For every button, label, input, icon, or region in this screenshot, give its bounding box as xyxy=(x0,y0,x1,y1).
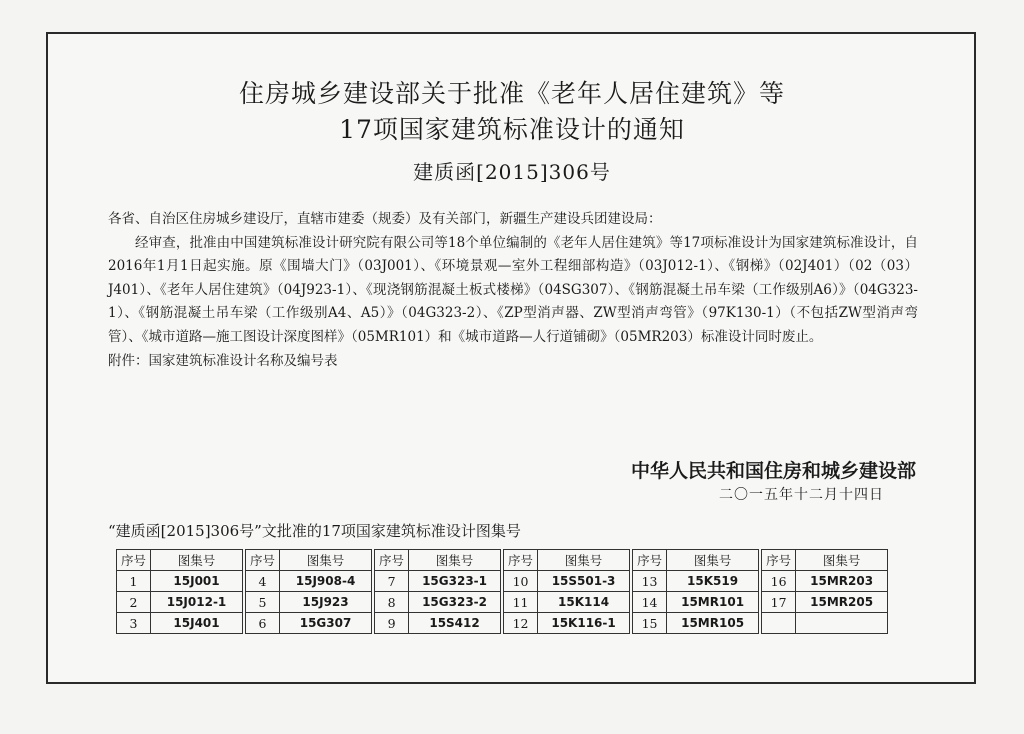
atlas-code-cell: 15J908-4 xyxy=(280,571,372,592)
seq-cell: 2 xyxy=(117,592,151,613)
seq-cell: 9 xyxy=(375,613,409,634)
table-caption: “建质函[2015]306号”文批准的17项国家建筑标准设计图集号 xyxy=(108,522,521,540)
notice-title-line-1: 住房城乡建设部关于批准《老年人居住建筑》等 xyxy=(238,79,785,108)
issue-date: 二〇一五年十二月十四日 xyxy=(719,487,884,503)
atlas-code-cell: 15G307 xyxy=(280,613,372,634)
seq-cell: 5 xyxy=(246,592,280,613)
notice-body xyxy=(108,208,918,373)
seq-cell: 17 xyxy=(762,592,796,613)
seq-cell: 12 xyxy=(504,613,538,634)
atlas-code-cell: 15MR101 xyxy=(667,592,759,613)
atlas-code-cell: 15K114 xyxy=(538,592,630,613)
table-row xyxy=(117,571,888,592)
seq-cell: 6 xyxy=(246,613,280,634)
table-row xyxy=(117,613,888,634)
atlas-code-cell: 15MR205 xyxy=(796,592,888,613)
header-seq: 序号 xyxy=(117,550,151,571)
seq-cell: 16 xyxy=(762,571,796,592)
atlas-code-cell: 15K116-1 xyxy=(538,613,630,634)
seq-cell: 10 xyxy=(504,571,538,592)
seq-cell: 15 xyxy=(633,613,667,634)
addressee: 各省、自治区住房城乡建设厅，直辖市建委（规委）及有关部门，新疆生产建设兵团建设局： xyxy=(108,211,662,227)
document-number: 建质函[2015]306号 xyxy=(413,160,611,184)
atlas-code-cell: 15G323-2 xyxy=(409,592,501,613)
seq-cell: 7 xyxy=(375,571,409,592)
header-seq: 序号 xyxy=(633,550,667,571)
header-seq: 序号 xyxy=(504,550,538,571)
table-header-row xyxy=(117,550,888,571)
atlas-number-table xyxy=(116,549,888,634)
seq-cell: 3 xyxy=(117,613,151,634)
header-code: 图集号 xyxy=(538,550,630,571)
atlas-code-cell: 15MR105 xyxy=(667,613,759,634)
seq-cell: 1 xyxy=(117,571,151,592)
issuing-authority: 中华人民共和国住房和城乡建设部 xyxy=(630,460,916,482)
atlas-code-cell: 15MR203 xyxy=(796,571,888,592)
main-paragraph: 经审查，批准由中国建筑标准设计研究院有限公司等18个单位编制的《老年人居住建筑》等17项标准设计为国家建筑标准设计，自2016年1月1日起实施。原《围墙大门》（03J001）、《环境景观—室外工程细部构造》（03J012-1）、《钢梯》（02J401）（02（03）J401）、《老年人居住建筑》（04J923-1）、《现浇钢筋混凝土板式楼梯》（04SG307）、《钢筋混凝土吊车梁（工作级别A6）》（04G323-1）、《钢筋混凝土吊车梁（工作级别A4、A5）》（04G323-2）、《ZP型消声器、ZW型消声弯管》（97K130-1）（不包括ZW型消声弯管）、《城市道路—施工图设计深度图样》（05MR101）和《城市道路—人行道铺砌》（05MR203）标准设计同时废止。 xyxy=(108,234,918,345)
atlas-code-cell: 15J401 xyxy=(151,613,243,634)
seq-cell xyxy=(762,613,796,634)
atlas-code-cell: 15J923 xyxy=(280,592,372,613)
atlas-code-cell: 15S412 xyxy=(409,613,501,634)
table-row xyxy=(117,592,888,613)
header-code: 图集号 xyxy=(796,550,888,571)
atlas-code-cell: 15K519 xyxy=(667,571,759,592)
header-code: 图集号 xyxy=(280,550,372,571)
header-seq: 序号 xyxy=(246,550,280,571)
attachment-line: 附件：国家建筑标准设计名称及编号表 xyxy=(108,352,338,369)
atlas-code-cell: 15G323-1 xyxy=(409,571,501,592)
atlas-code-cell: 15S501-3 xyxy=(538,571,630,592)
seq-cell: 14 xyxy=(633,592,667,613)
header-seq: 序号 xyxy=(375,550,409,571)
header-code: 图集号 xyxy=(151,550,243,571)
notice-title-line-2: 17项国家建筑标准设计的通知 xyxy=(339,115,685,144)
seq-cell: 11 xyxy=(504,592,538,613)
header-seq: 序号 xyxy=(762,550,796,571)
atlas-code-cell: 15J012-1 xyxy=(151,592,243,613)
atlas-code-cell: 15J001 xyxy=(151,571,243,592)
header-code: 图集号 xyxy=(667,550,759,571)
header-code: 图集号 xyxy=(409,550,501,571)
atlas-code-cell xyxy=(796,613,888,634)
seq-cell: 4 xyxy=(246,571,280,592)
seq-cell: 8 xyxy=(375,592,409,613)
seq-cell: 13 xyxy=(633,571,667,592)
